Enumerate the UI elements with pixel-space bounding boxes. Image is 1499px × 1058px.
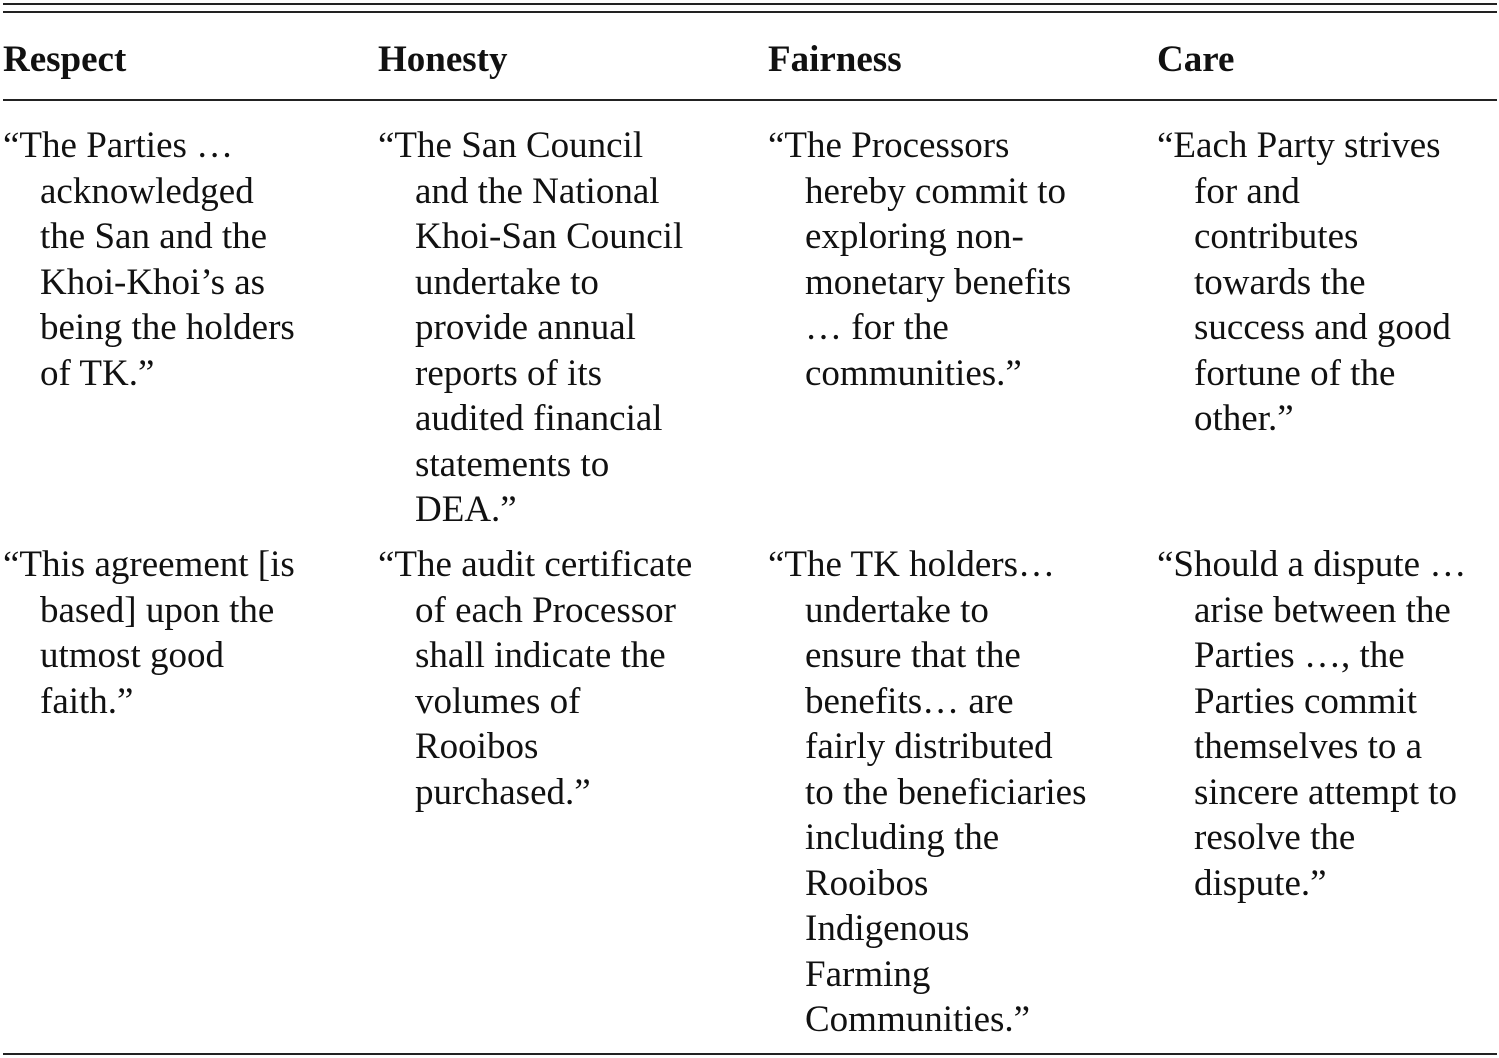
quote-line: monetary benefits xyxy=(805,261,1072,303)
quote-line: “Each Party strives xyxy=(1157,125,1441,166)
quote-line: DEA.” xyxy=(415,489,517,530)
quote-line: “The San Council xyxy=(378,125,644,166)
quote-line: Parties commit xyxy=(1194,680,1417,722)
cell-care xyxy=(1157,542,1466,906)
quote-line: shall indicate the xyxy=(415,635,666,676)
quote-line: of TK.” xyxy=(40,352,155,394)
cell-care xyxy=(1157,123,1451,442)
quote-line: success and good xyxy=(1194,307,1451,348)
quote-line: “Should a dispute … xyxy=(1157,544,1467,585)
quote-line: “The Processors xyxy=(768,125,1010,166)
quote-line: “The TK holders… xyxy=(768,544,1056,585)
header-rule xyxy=(3,99,1497,101)
cell-honesty xyxy=(378,123,683,533)
quote-line: Communities.” xyxy=(805,999,1031,1040)
quote-line: towards the xyxy=(1194,261,1366,303)
quote-line: ensure that the xyxy=(805,635,1021,676)
column-header-care: Care xyxy=(1157,39,1235,80)
cell-fairness xyxy=(768,123,1071,396)
quote-line: including the xyxy=(805,817,1000,858)
quote-line: undertake to xyxy=(805,589,989,631)
quote-line: Indigenous xyxy=(805,908,970,949)
quote-line: sincere attempt to xyxy=(1194,771,1458,813)
quote-line: “The Parties … xyxy=(3,125,234,166)
quote-line: undertake to xyxy=(415,261,599,303)
column-header-respect: Respect xyxy=(3,39,127,80)
cell-respect xyxy=(3,123,295,396)
quote-line: arise between the xyxy=(1194,589,1451,631)
quote-line: provide annual xyxy=(415,307,636,348)
quote-line: fortune of the xyxy=(1194,352,1396,394)
quote-line: hereby commit to xyxy=(805,170,1066,212)
quote-line: contributes xyxy=(1194,216,1359,257)
quote-line: of each Processor xyxy=(415,589,676,631)
quote-line: other.” xyxy=(1194,398,1294,439)
quote-line: resolve the xyxy=(1194,817,1356,858)
column-header-fairness: Fairness xyxy=(768,39,902,80)
quote-line: communities.” xyxy=(805,352,1022,394)
quote-line: dispute.” xyxy=(1194,862,1327,904)
cell-fairness xyxy=(768,542,1086,1043)
cell-honesty xyxy=(378,542,692,815)
quote-line: “The audit certificate xyxy=(378,544,693,585)
table-top-rule xyxy=(3,3,1497,5)
quote-line: Rooibos xyxy=(805,862,929,904)
cell-respect xyxy=(3,542,295,724)
quote-line: acknowledged xyxy=(40,170,254,212)
quote-line: … for the xyxy=(805,307,949,348)
quote-line: reports of its xyxy=(415,352,603,394)
quote-line: and the National xyxy=(415,170,660,212)
quote-line: fairly distributed xyxy=(805,726,1053,767)
quote-line: themselves to a xyxy=(1194,726,1423,767)
quote-line: being the holders xyxy=(40,307,295,348)
quote-line: exploring non- xyxy=(805,216,1024,257)
quote-line: volumes of xyxy=(415,680,581,722)
table-bottom-rule xyxy=(3,1053,1497,1055)
quote-line: Rooibos xyxy=(415,726,539,767)
quote-line: benefits… are xyxy=(805,680,1014,722)
column-header-honesty: Honesty xyxy=(378,39,508,80)
quote-line: statements to xyxy=(415,443,610,485)
quote-line: for and xyxy=(1194,170,1300,212)
quote-line: to the beneficiaries xyxy=(805,771,1087,813)
quote-line: Khoi-San Council xyxy=(415,216,684,257)
quote-line: faith.” xyxy=(40,680,134,722)
quotes-table xyxy=(3,0,1497,1058)
quote-line: purchased.” xyxy=(415,771,591,813)
quote-line: Farming xyxy=(805,953,931,995)
quote-line: “This agreement [is xyxy=(3,544,295,585)
quote-line: Parties …, the xyxy=(1194,635,1405,676)
quote-line: Khoi-Khoi’s as xyxy=(40,261,266,303)
quote-line: the San and the xyxy=(40,216,268,257)
quote-line: based] upon the xyxy=(40,589,275,631)
quote-line: utmost good xyxy=(40,635,224,676)
table-header-row xyxy=(3,38,1497,86)
quote-line: audited financial xyxy=(415,398,663,439)
table-top-rule-inner xyxy=(3,11,1497,13)
